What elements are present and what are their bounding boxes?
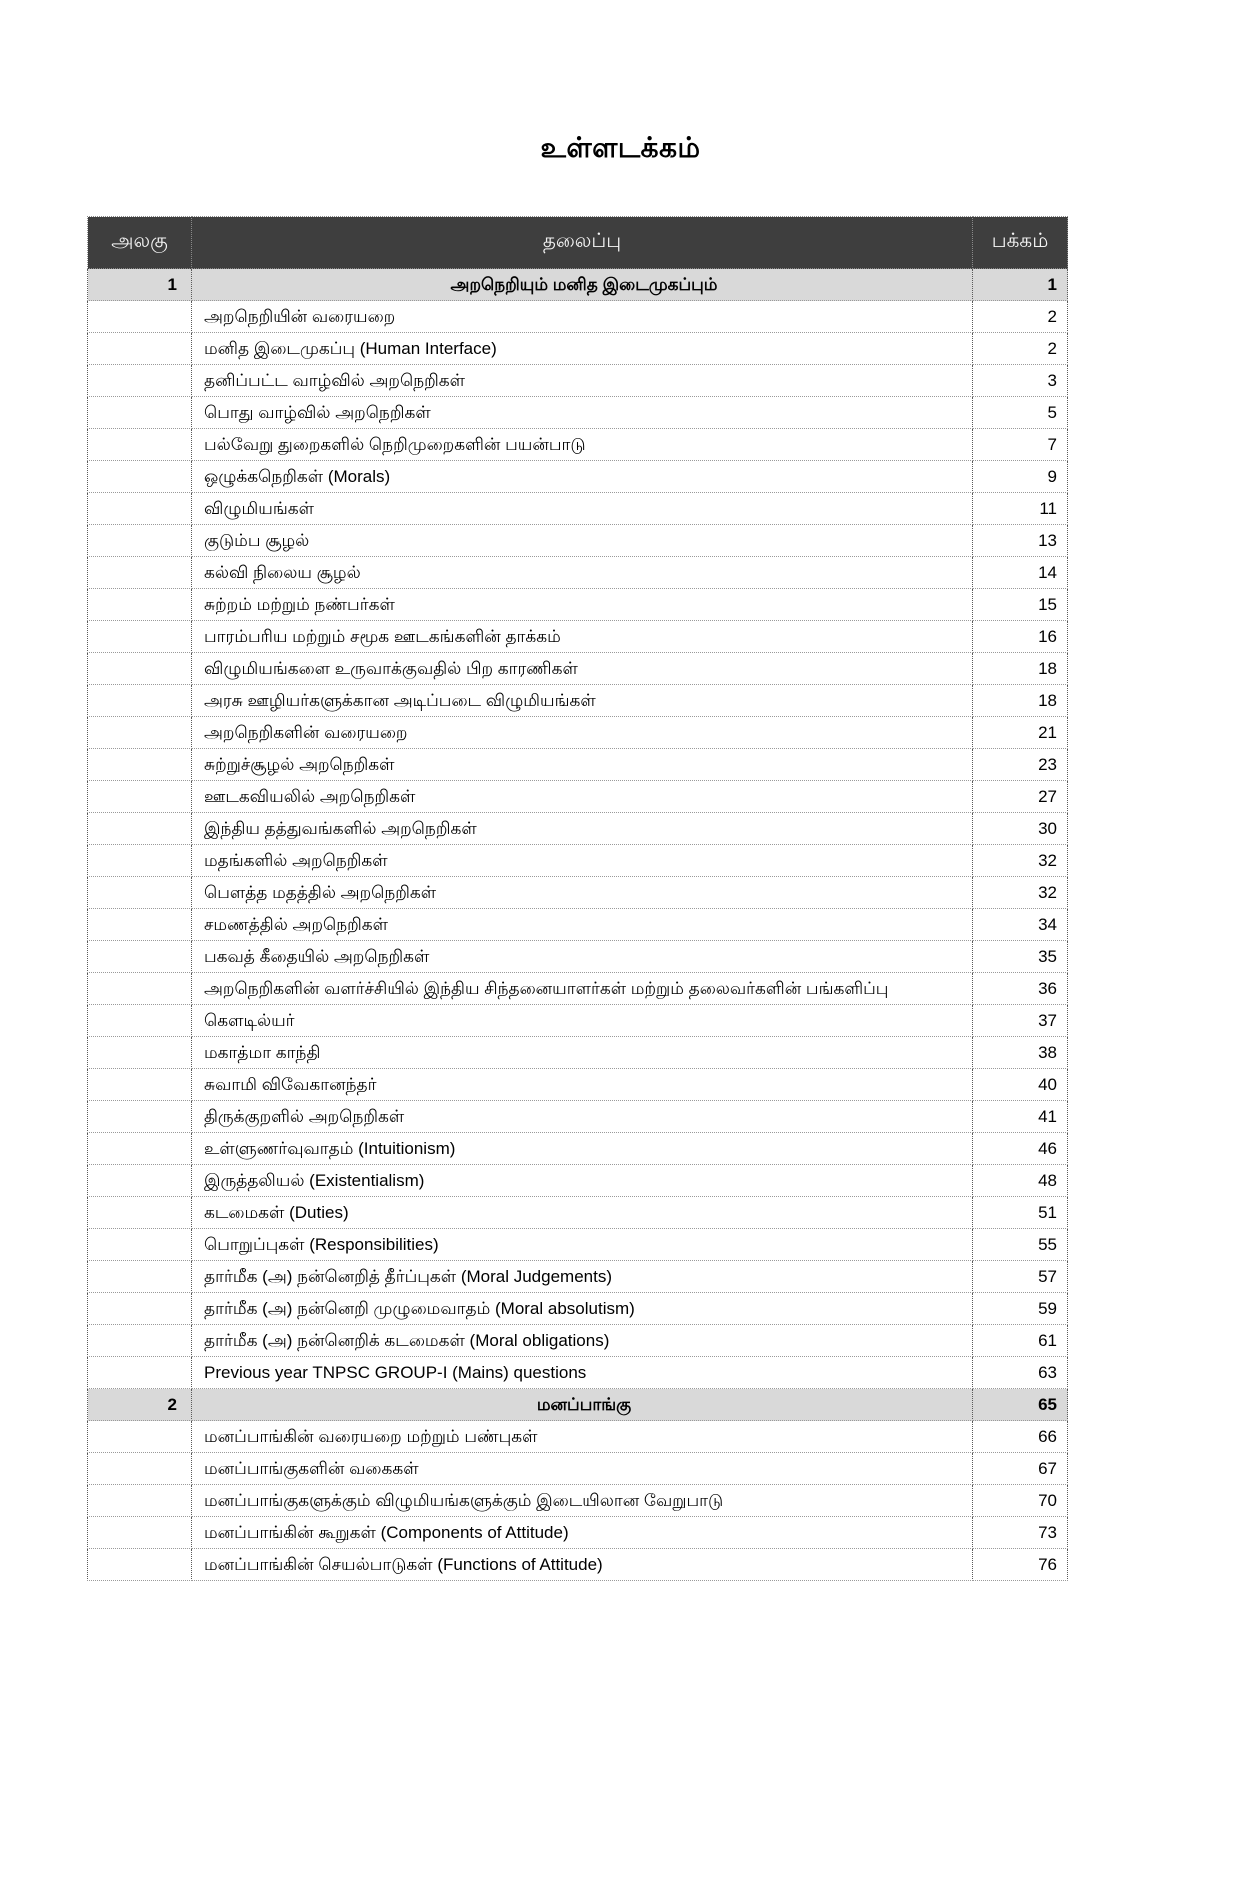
table-row — [88, 1453, 1068, 1485]
title-cell: மனப்பாங்கின் செயல்பாடுகள் (Functions of Attitude) — [192, 1549, 973, 1581]
page-cell: 70 — [973, 1485, 1068, 1517]
page-cell: 40 — [973, 1069, 1068, 1101]
page-cell: 59 — [973, 1293, 1068, 1325]
table-row — [88, 1293, 1068, 1325]
title-cell: தனிப்பட்ட வாழ்வில் அறநெறிகள் — [192, 365, 973, 397]
unit-cell: 1 — [88, 269, 192, 301]
title-cell: பல்வேறு துறைகளில் நெறிமுறைகளின் பயன்பாடு — [192, 429, 973, 461]
page-cell: 65 — [973, 1389, 1068, 1421]
page-cell: 63 — [973, 1357, 1068, 1389]
page-cell: 61 — [973, 1325, 1068, 1357]
title-cell: மனப்பாங்கு — [192, 1389, 973, 1421]
unit-cell — [88, 1421, 192, 1453]
page-cell: 11 — [973, 493, 1068, 525]
title-cell: பொது வாழ்வில் அறநெறிகள் — [192, 397, 973, 429]
title-cell: கல்வி நிலைய சூழல் — [192, 557, 973, 589]
unit-cell — [88, 1037, 192, 1069]
title-cell: மனப்பாங்கின் கூறுகள் (Components of Attitude) — [192, 1517, 973, 1549]
table-row — [88, 1421, 1068, 1453]
unit-cell — [88, 1229, 192, 1261]
title-cell: அறநெறியும் மனித இடைமுகப்பும் — [192, 269, 973, 301]
page-cell: 16 — [973, 621, 1068, 653]
page-cell: 15 — [973, 589, 1068, 621]
unit-cell — [88, 429, 192, 461]
title-cell: மதங்களில் அறநெறிகள் — [192, 845, 973, 877]
title-cell: அறநெறிகளின் வரையறை — [192, 717, 973, 749]
title-cell: விழுமியங்கள் — [192, 493, 973, 525]
table-row — [88, 749, 1068, 781]
table-row — [88, 877, 1068, 909]
table-row — [88, 1549, 1068, 1581]
table-row — [88, 301, 1068, 333]
unit-cell — [88, 301, 192, 333]
title-cell: தார்மீக (அ) நன்னெறிக் கடமைகள் (Moral obligations) — [192, 1325, 973, 1357]
title-cell: தார்மீக (அ) நன்னெறி முழுமைவாதம் (Moral absolutism) — [192, 1293, 973, 1325]
unit-cell — [88, 1165, 192, 1197]
title-cell: ஊடகவியலில் அறநெறிகள் — [192, 781, 973, 813]
table-row — [88, 781, 1068, 813]
page-cell: 30 — [973, 813, 1068, 845]
title-cell: மனப்பாங்குகளுக்கும் விழுமியங்களுக்கும் இடையிலான வேறுபாடு — [192, 1485, 973, 1517]
table-row — [88, 1357, 1068, 1389]
title-cell: பௌத்த மதத்தில் அறநெறிகள் — [192, 877, 973, 909]
table-body — [88, 269, 1068, 1581]
unit-cell: 2 — [88, 1389, 192, 1421]
title-cell: பகவத் கீதையில் அறநெறிகள் — [192, 941, 973, 973]
unit-cell — [88, 525, 192, 557]
table-row — [88, 1197, 1068, 1229]
title-cell: உள்ளுணர்வுவாதம் (Intuitionism) — [192, 1133, 973, 1165]
table-row — [88, 397, 1068, 429]
title-cell: அறநெறிகளின் வளர்ச்சியில் இந்திய சிந்தனையாளர்கள் மற்றும் தலைவர்களின் பங்களிப்பு — [192, 973, 973, 1005]
page-cell: 2 — [973, 301, 1068, 333]
unit-cell — [88, 1101, 192, 1133]
title-cell: தார்மீக (அ) நன்னெறித் தீர்ப்புகள் (Moral Judgements) — [192, 1261, 973, 1293]
unit-cell — [88, 1325, 192, 1357]
title-cell: மனப்பாங்குகளின் வகைகள் — [192, 1453, 973, 1485]
title-cell: அரசு ஊழியர்களுக்கான அடிப்படை விழுமியங்கள் — [192, 685, 973, 717]
page-cell: 5 — [973, 397, 1068, 429]
unit-cell — [88, 1517, 192, 1549]
table-row — [88, 1325, 1068, 1357]
title-cell: திருக்குறளில் அறநெறிகள் — [192, 1101, 973, 1133]
page-title: உள்ளடக்கம் — [540, 132, 701, 163]
unit-cell — [88, 749, 192, 781]
title-cell: பாரம்பரிய மற்றும் சமூக ஊடகங்களின் தாக்கம் — [192, 621, 973, 653]
page-cell: 27 — [973, 781, 1068, 813]
table-row — [88, 1517, 1068, 1549]
unit-cell — [88, 1133, 192, 1165]
unit-cell — [88, 813, 192, 845]
page-cell: 32 — [973, 877, 1068, 909]
table-row — [88, 909, 1068, 941]
table-row — [88, 941, 1068, 973]
contents-table — [87, 216, 1068, 1581]
table-row — [88, 813, 1068, 845]
table-row — [88, 621, 1068, 653]
page-cell: 37 — [973, 1005, 1068, 1037]
column-header-title: தலைப்பு — [192, 217, 973, 269]
page-cell: 18 — [973, 685, 1068, 717]
page-cell: 38 — [973, 1037, 1068, 1069]
table-row — [88, 1485, 1068, 1517]
table-row — [88, 557, 1068, 589]
title-cell: சுற்றுச்சூழல் அறநெறிகள் — [192, 749, 973, 781]
page-cell: 32 — [973, 845, 1068, 877]
unit-cell — [88, 493, 192, 525]
page-cell: 14 — [973, 557, 1068, 589]
unit-cell — [88, 845, 192, 877]
unit-cell — [88, 1069, 192, 1101]
unit-cell — [88, 1005, 192, 1037]
page-cell: 21 — [973, 717, 1068, 749]
table-row — [88, 1165, 1068, 1197]
unit-cell — [88, 781, 192, 813]
unit-cell — [88, 621, 192, 653]
title-cell: விழுமியங்களை உருவாக்குவதில் பிற காரணிகள் — [192, 653, 973, 685]
page-cell: 3 — [973, 365, 1068, 397]
page-cell: 18 — [973, 653, 1068, 685]
column-header-unit: அலகு — [88, 217, 192, 269]
page-cell: 67 — [973, 1453, 1068, 1485]
page-cell: 23 — [973, 749, 1068, 781]
table-row — [88, 717, 1068, 749]
unit-cell — [88, 1485, 192, 1517]
unit-cell — [88, 365, 192, 397]
title-cell: குடும்ப சூழல் — [192, 525, 973, 557]
page-cell: 46 — [973, 1133, 1068, 1165]
title-cell: மனித இடைமுகப்பு (Human Interface) — [192, 333, 973, 365]
table-row — [88, 1101, 1068, 1133]
page-cell: 13 — [973, 525, 1068, 557]
table-row — [88, 1133, 1068, 1165]
title-cell: சமணத்தில் அறநெறிகள் — [192, 909, 973, 941]
unit-cell — [88, 1197, 192, 1229]
page-cell: 9 — [973, 461, 1068, 493]
unit-cell — [88, 973, 192, 1005]
unit-cell — [88, 909, 192, 941]
unit-cell — [88, 877, 192, 909]
unit-cell — [88, 1549, 192, 1581]
title-cell: மனப்பாங்கின் வரையறை மற்றும் பண்புகள் — [192, 1421, 973, 1453]
table-row — [88, 1037, 1068, 1069]
title-cell: இந்திய தத்துவங்களில் அறநெறிகள் — [192, 813, 973, 845]
table-row — [88, 461, 1068, 493]
page-cell: 55 — [973, 1229, 1068, 1261]
unit-cell — [88, 1453, 192, 1485]
unit-cell — [88, 397, 192, 429]
table-row — [88, 365, 1068, 397]
title-cell: கடமைகள் (Duties) — [192, 1197, 973, 1229]
table-row — [88, 1261, 1068, 1293]
unit-cell — [88, 941, 192, 973]
unit-cell — [88, 333, 192, 365]
page-cell: 36 — [973, 973, 1068, 1005]
column-header-page: பக்கம் — [973, 217, 1068, 269]
title-cell: மகாத்மா காந்தி — [192, 1037, 973, 1069]
table-row — [88, 429, 1068, 461]
page-cell: 7 — [973, 429, 1068, 461]
page-cell: 73 — [973, 1517, 1068, 1549]
unit-cell — [88, 557, 192, 589]
table-row — [88, 685, 1068, 717]
page-cell: 2 — [973, 333, 1068, 365]
unit-cell — [88, 653, 192, 685]
title-cell: அறநெறியின் வரையறை — [192, 301, 973, 333]
unit-cell — [88, 1293, 192, 1325]
page-cell: 76 — [973, 1549, 1068, 1581]
unit-cell — [88, 685, 192, 717]
table-row — [88, 1389, 1068, 1421]
table-row — [88, 589, 1068, 621]
table-row — [88, 269, 1068, 301]
table-row — [88, 973, 1068, 1005]
page-cell: 57 — [973, 1261, 1068, 1293]
unit-cell — [88, 717, 192, 749]
title-cell: சுவாமி விவேகானந்தர் — [192, 1069, 973, 1101]
title-cell: பொறுப்புகள் (Responsibilities) — [192, 1229, 973, 1261]
table-row — [88, 653, 1068, 685]
title-cell: கௌடில்யர் — [192, 1005, 973, 1037]
header-row — [88, 217, 1068, 269]
title-cell: சுற்றம் மற்றும் நண்பர்கள் — [192, 589, 973, 621]
document-page — [0, 132, 1241, 1887]
page-cell: 51 — [973, 1197, 1068, 1229]
unit-cell — [88, 1357, 192, 1389]
unit-cell — [88, 461, 192, 493]
table-header — [88, 217, 1068, 269]
table-row — [88, 1005, 1068, 1037]
page-cell: 1 — [973, 269, 1068, 301]
title-cell: Previous year TNPSC GROUP-I (Mains) questions — [192, 1357, 973, 1389]
page-cell: 41 — [973, 1101, 1068, 1133]
page-cell: 66 — [973, 1421, 1068, 1453]
page-cell: 34 — [973, 909, 1068, 941]
table-row — [88, 1229, 1068, 1261]
table-row — [88, 493, 1068, 525]
table-row — [88, 1069, 1068, 1101]
page-cell: 35 — [973, 941, 1068, 973]
page-cell: 48 — [973, 1165, 1068, 1197]
table-row — [88, 525, 1068, 557]
table-row — [88, 333, 1068, 365]
unit-cell — [88, 1261, 192, 1293]
table-row — [88, 845, 1068, 877]
unit-cell — [88, 589, 192, 621]
title-cell: இருத்தலியல் (Existentialism) — [192, 1165, 973, 1197]
title-cell: ஒழுக்கநெறிகள் (Morals) — [192, 461, 973, 493]
